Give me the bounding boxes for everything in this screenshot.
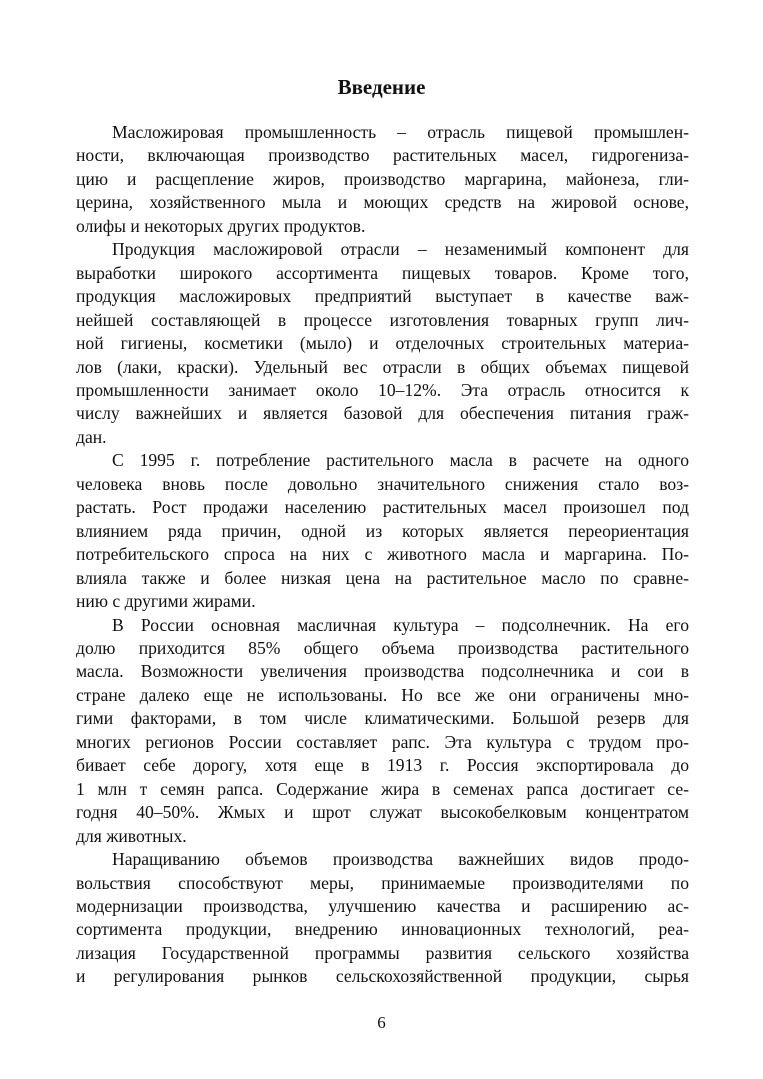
page-title: Введение xyxy=(337,75,426,99)
paragraph xyxy=(76,238,689,449)
paragraph xyxy=(76,848,689,989)
text-line: сортимента продукции, внедрению инновационных технологий, реа- xyxy=(76,919,689,940)
text-line: 1 млн т семян рапса. Содержание жира в семенах рапса достигает се- xyxy=(76,778,689,799)
text-line: Масложировая промышленность – отрасль пищевой промышлен- xyxy=(112,122,689,142)
text-line: церина, хозяйственного мыла и моющих средств на жировой основе, xyxy=(76,192,689,213)
text-line: цию и расщепление жиров, производство маргарина, майонеза, гли- xyxy=(76,168,689,189)
text-line: человека вновь после довольно значительного снижения стало воз- xyxy=(76,473,689,494)
text-line: нию с другими жирами. xyxy=(76,591,256,612)
text-line: нейшей составляющей в процессе изготовления товарных групп лич- xyxy=(76,309,689,330)
paragraph xyxy=(76,121,689,238)
text-line: числу важнейших и является базовой для обеспечения питания граж- xyxy=(76,403,689,424)
text-line: выработки широкого ассортимента пищевых товаров. Кроме того, xyxy=(76,262,689,283)
text-line: вольствия способствуют меры, принимаемые производителями по xyxy=(76,872,689,893)
text-line: потребительского спроса на них с животного масла и маргарина. По- xyxy=(76,544,689,565)
text-line: лизация Государственной программы развития сельского хозяйства xyxy=(76,942,689,963)
text-line: гими факторами, в том числе климатическими. Большой резерв для xyxy=(76,708,689,729)
text-line: продукция масложировых предприятий выступает в качестве важ- xyxy=(76,286,689,307)
text-line: Продукция масложировой отрасли – незаменимый компонент для xyxy=(112,239,689,260)
text-line: влияла также и более низкая цена на растительное масло по сравне- xyxy=(76,567,689,588)
body-text xyxy=(76,121,689,989)
text-line: для животных. xyxy=(76,825,187,846)
text-line: Наращиванию объемов производства важнейших видов продо- xyxy=(112,849,689,870)
text-line: годня 40–50%. Жмых и шрот служат высокобелковым концентратом xyxy=(76,802,689,823)
text-line: ной гигиены, косметики (мыло) и отделочных строительных материа- xyxy=(76,333,689,354)
text-line: олифы и некоторых других продуктов. xyxy=(76,215,366,236)
text-line: лов (лаки, краски). Удельный вес отрасли в общих объемах пищевой xyxy=(76,356,689,377)
text-line: влиянием ряда причин, одной из которых является переориентация xyxy=(76,520,689,541)
paragraph xyxy=(76,449,689,613)
text-line: модернизации производства, улучшению качества и расширению ас- xyxy=(76,895,689,916)
text-line: С 1995 г. потребление растительного масла в расчете на одного xyxy=(112,450,689,471)
text-line: долю приходится 85% общего объема производства растительного xyxy=(76,637,689,658)
paragraph xyxy=(76,614,689,849)
text-line: ности, включающая производство растительных масел, гидрогениза- xyxy=(76,145,689,166)
text-line: В России основная масличная культура – подсолнечник. На его xyxy=(112,614,689,635)
text-line: промышленности занимает около 10–12%. Эта отрасль относится к xyxy=(76,379,689,400)
text-line: растать. Рост продажи населению растительных масел произошел под xyxy=(76,497,689,518)
text-line: масла. Возможности увеличения производства подсолнечника и сои в xyxy=(76,661,689,682)
text-line: многих регионов России составляет рапс. Эта культура с трудом про- xyxy=(76,731,689,752)
text-line: и регулирования рынков сельскохозяйственной продукции, сырья xyxy=(76,966,689,987)
page-number: 6 xyxy=(377,1013,386,1032)
text-line: дан. xyxy=(76,426,107,447)
text-line: стране далеко еще не использованы. Но все же они ограничены мно- xyxy=(76,684,689,705)
text-line: бивает себе дорогу, хотя еще в 1913 г. Россия экспортировала до xyxy=(76,755,689,776)
